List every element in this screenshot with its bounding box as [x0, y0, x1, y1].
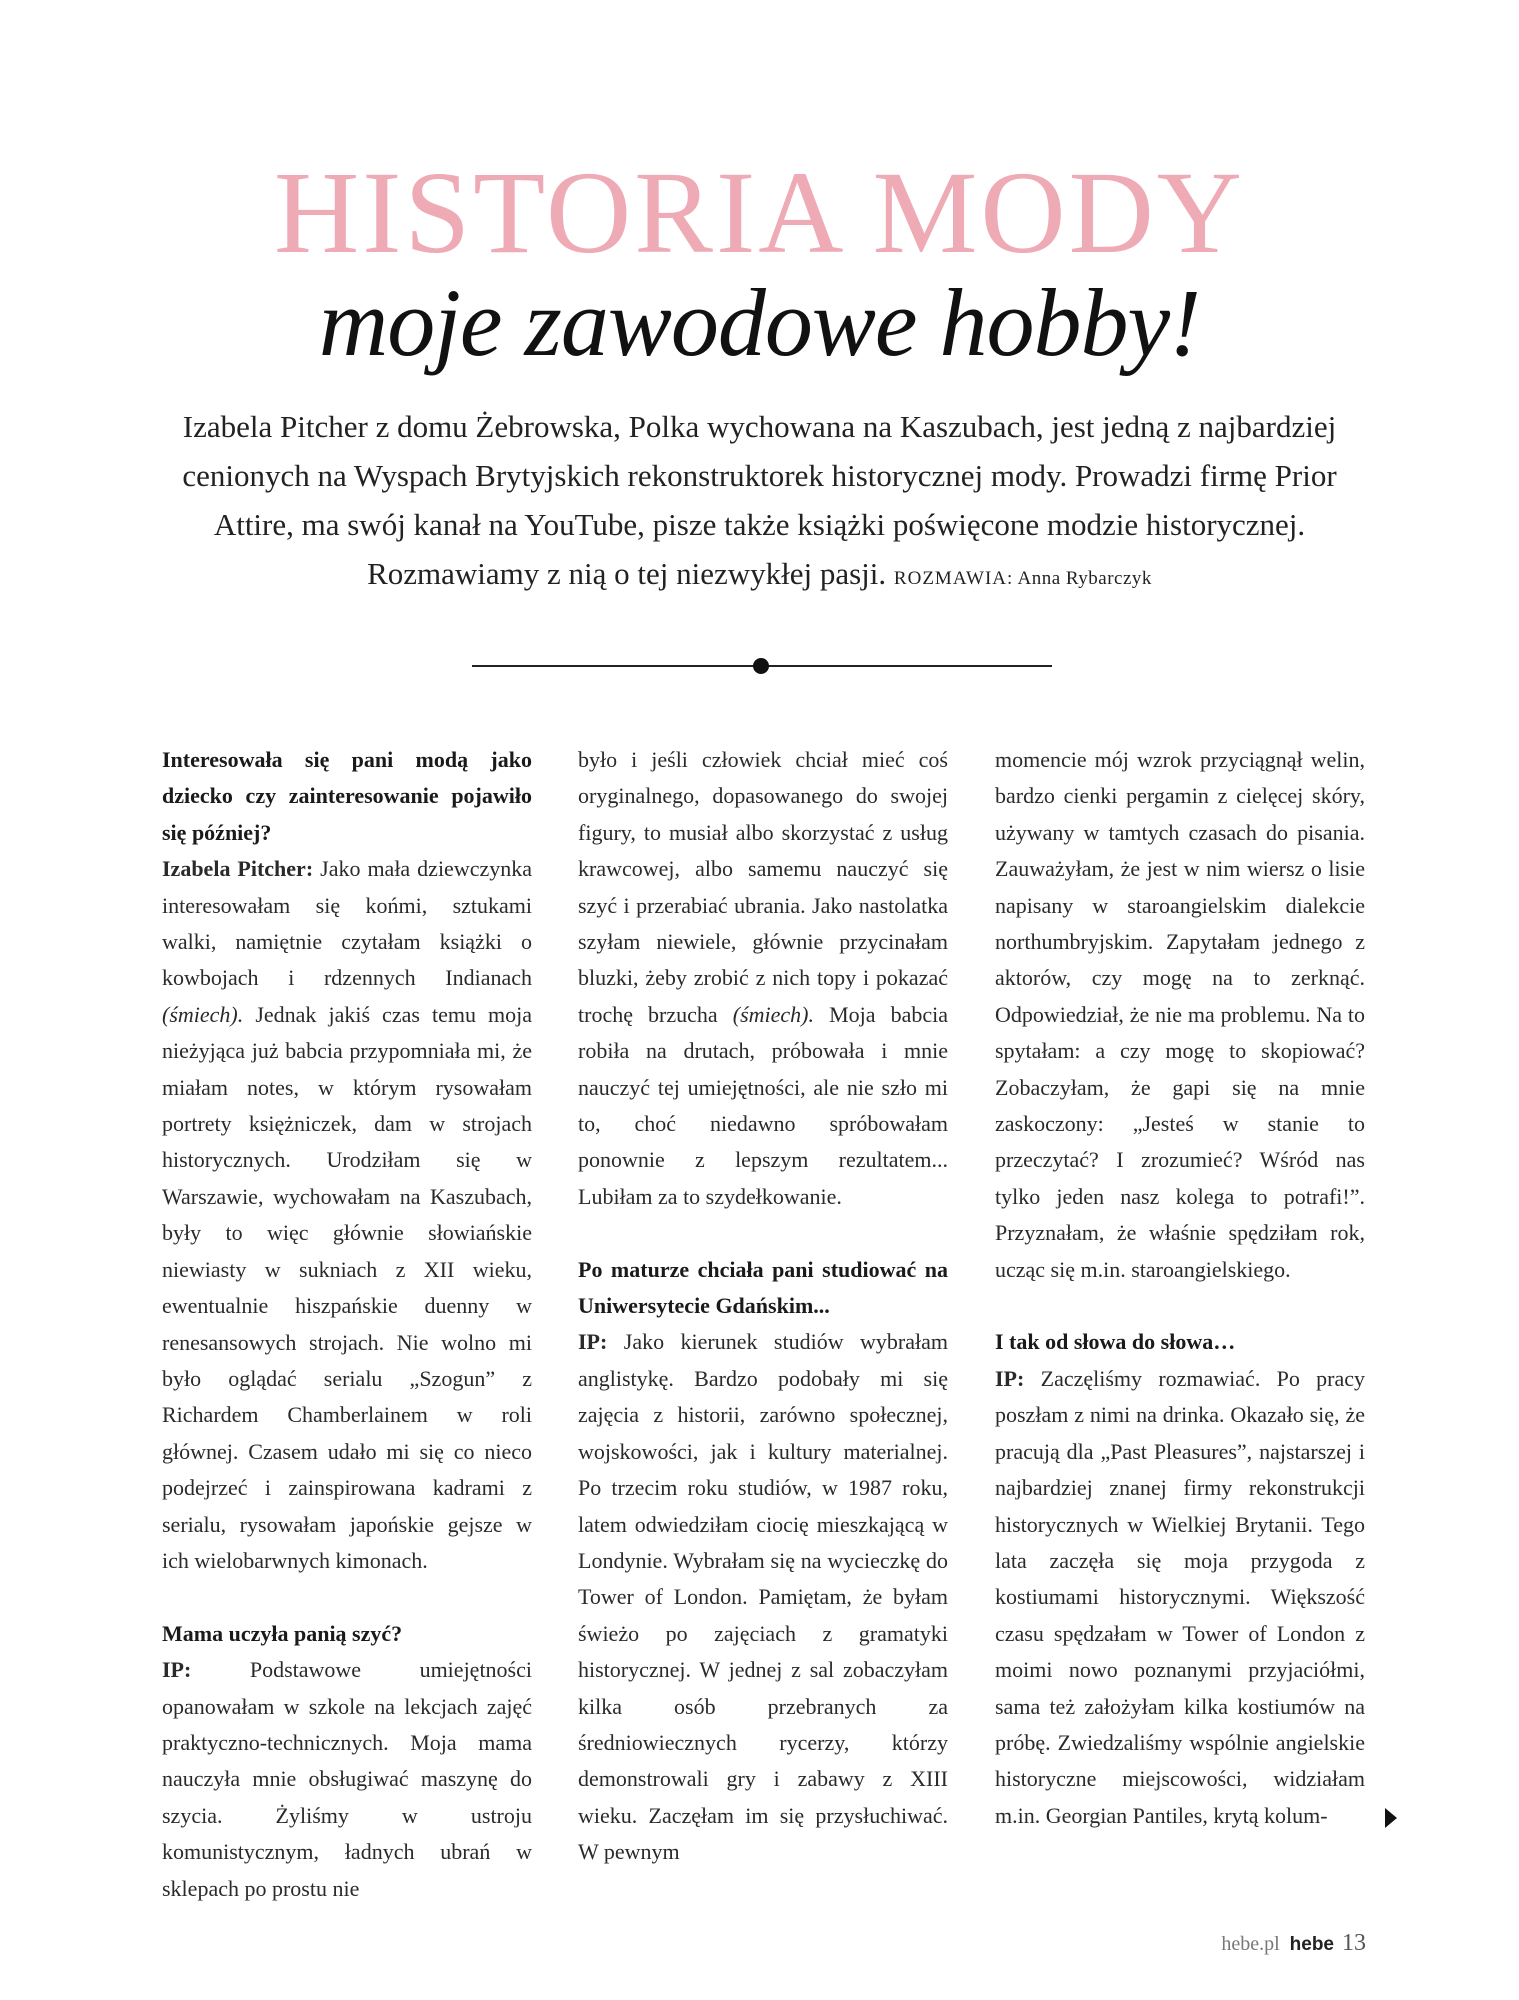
article-column-1	[162, 742, 532, 1907]
speaker-label: Izabela Pitcher:	[162, 856, 314, 882]
footer-site: hebe.pl	[1221, 1933, 1280, 1955]
speaker-label: IP:	[578, 1329, 608, 1355]
credit-name: Anna Rybarczyk	[1017, 568, 1152, 589]
question-2: Mama uczyła panią szyć?	[162, 1620, 403, 1646]
answer-2-cont-text: było i jeśli człowiek chciał mieć coś oryginalnego, dopasowanego do swojej figury, to musiał albo skorzystać z usług krawcowej, albo samemu nauczyć się szyć i przerabiać ubrania. Jako nastolatka szyłam niewiele, głównie przycinałam bluzki, żeby zrobić z nich topy i pokazać trochę brzucha	[578, 747, 948, 1027]
page-footer	[1221, 1930, 1366, 1957]
speaker-label: IP:	[995, 1365, 1025, 1391]
footer-brand-logo: hebe	[1289, 1934, 1334, 1955]
answer-1-text: Jako mała dziewczynka interesowałam się końmi, sztukami walki, namiętnie czytałam książki o kowbojach i rdzennych Indianach	[162, 856, 533, 991]
interviewer-credit	[894, 568, 1152, 589]
lead-paragraph	[160, 402, 1359, 603]
answer-2-text: Podstawowe umiejętności opanowałam w szkole na lekcjach zajęć praktyczno-technicznych. Moja mama nauczyła mnie obsługiwać maszynę do szycia. Żyliśmy w ustroju komunistycznym, ładnych ubrań w sklepach po prostu nie	[162, 1657, 532, 1901]
answer-3-continued: momencie mój wzrok przyciągnął welin, bardzo cienki pergamin z cielęcej skóry, używany w tamtych czasach do pisania. Zauważyłam, że jest w nim wiersz o lisie napisany w staroangielskim dialekcie northumbryjskim. Zapytałam jednego z aktorów, czy mogę na to zerknąć. Odpowiedział, że nie ma problemu. Na to spytałam: a czy mogę to skopiować? Zobaczyłam, że gapi się na mnie zaskoczony: „Jesteś w stanie to przeczytać? I zrozumieć? Wśród nas tylko jeden nasz kolega to potrafi!”. Przyznałam, że właśnie spędziłam rok, ucząc się m.in. staroangielskiego.	[995, 747, 1365, 1282]
question-4: I tak od słowa do słowa…	[995, 1329, 1236, 1355]
article-column-2	[578, 742, 948, 1871]
answer-2-continued	[578, 742, 948, 1215]
question-3: Po maturze chciała pani studiować na Uniwersytecie Gdańskim...	[578, 1256, 948, 1319]
answer-2	[162, 1652, 532, 1907]
answer-4	[995, 1361, 1365, 1834]
lead-text: Izabela Pitcher z domu Żebrowska, Polka wychowana na Kaszubach, jest jedną z najbardziej cenionych na Wyspach Brytyjskich rekonstruktorek historycznej mody. Prowadzi firmę Prior Attire, ma swój kanał na YouTube, pisze także książki poświęcone modzie historycznej. Rozmawiamy z nią o tej niezwykłej pasji.	[182, 409, 1337, 591]
speaker-label: IP:	[162, 1657, 192, 1683]
answer-3	[578, 1324, 948, 1870]
credit-label: ROZMAWIA:	[893, 568, 1014, 589]
answer-1-text-cont: Jednak jakiś czas temu moja nieżyjąca już babcia przypomniała mi, że miałam notes, w którym rysowałam portrety księżniczek, dam w strojach historycznych. Urodziłam się w Warszawie, wychowałam na Kaszubach, były to więc głównie słowiańskie niewiasty w sukniach z XII wieku, ewentualnie hiszpańskie duenny w renesansowych strojach. Nie wolno mi było oglądać serialu „Szogun” z Richardem Chamberlainem w roli głównej. Czasem udało mi się co nieco podejrzeć i zainspirowana kadrami z serialu, rysowałam japońskie gejsze w ich wielobarwnych kimonach.	[162, 1001, 533, 1573]
laugh-note: (śmiech).	[162, 1001, 244, 1027]
answer-3-text: Jako kierunek studiów wybrałam anglistykę. Bardzo podobały mi się zajęcia z historii, zarówno społecznej, wojskowości, jak i kultury materialnej. Po trzecim roku studiów, w 1987 roku, latem odwiedziłam ciocię mieszkającą w Londynie. Wybrałam się na wycieczkę do Tower of London. Pamiętam, że byłam świeżo po zajęciach z gramatyki historycznej. W jednej z sal zobaczyłam kilka osób przebranych za średniowiecznych rycerzy, którzy demonstrowali gry i zabawy z XIII wieku. Zaczęłam im się przysłuchiwać. W pewnym	[578, 1329, 949, 1865]
divider-dot	[753, 658, 769, 674]
page-subtitle: moje zawodowe hobby!	[318, 269, 1201, 376]
article-column-3	[995, 742, 1365, 1834]
answer-2-cont-text-2: Moja babcia robiła na drutach, próbowała i mnie nauczyć tej umiejętności, ale nie szło mi to, choć niedawno spróbowałam ponownie z lepszym rezultatem... Lubiłam za to szydełkowanie.	[578, 1001, 948, 1209]
continue-arrow-icon	[1385, 1808, 1397, 1828]
page-title: HISTORIA MODY	[273, 147, 1246, 278]
question-1: Interesowała się pani modą jako dziecko czy zainteresowanie pojawiło się później?	[162, 747, 532, 845]
page-number: 13	[1342, 1930, 1366, 1956]
laugh-note: (śmiech).	[732, 1001, 814, 1027]
answer-1	[162, 851, 532, 1579]
answer-4-text: Zaczęliśmy rozmawiać. Po pracy poszłam z nimi na drinka. Okazało się, że pracują dla „Past Pleasures”, najstarszej i najbardziej znanej firmy rekonstrukcji historycznych w Wielkiej Brytanii. Tego lata zaczęła się moja przygoda z kostiumami historycznymi. Większość czasu spędzałam w Tower of London z moimi nowo poznanymi przyjaciółmi, sama też założyłam kilka kostiumów na próbę. Zwiedzaliśmy wspólnie angielskie historyczne miejscowości, widziałam m.in. Georgian Pantiles, krytą kolum-	[995, 1365, 1365, 1828]
